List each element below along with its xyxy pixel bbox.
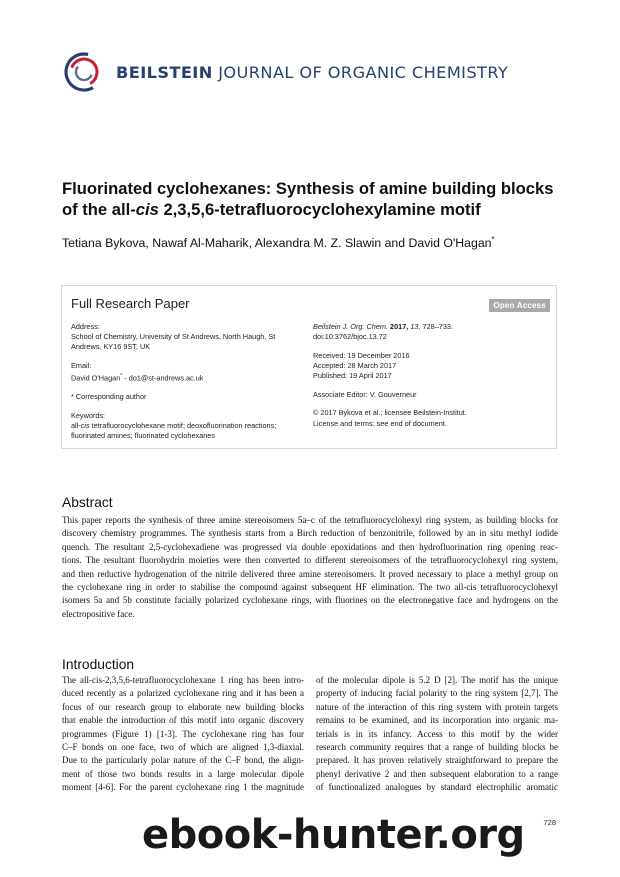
dates-block: Received: 19 December 2016 Accepted: 28 March 2017 Published: 19 April 2017 (313, 350, 410, 381)
open-access-badge: Open Access (489, 299, 550, 312)
abstract-line: electropositive face. (62, 608, 135, 619)
body-text-line: prepared. It has proven relatively straightforward to prepare the (316, 755, 558, 766)
article-type: Full Research Paper (71, 296, 190, 311)
page-number: 728 (543, 818, 556, 827)
body-text-line: The all-cis-2,3,5,6-tetrafluorocyclohexane 1 ring has been intro- (62, 675, 304, 685)
journal-name: BEILSTEIN JOURNAL OF ORGANIC CHEMISTRY (116, 63, 509, 82)
body-text-line: ment of those two bonds results in a large molecular dipole (62, 768, 304, 779)
body-text-line: nature of the interaction of this ring system with protein targets (316, 701, 558, 712)
body-text-line: C–F bonds on one face, two of which are aligned 1,3-diaxial. (62, 742, 304, 753)
body-text-line: that enable the introduction of this motif into organic discovery (62, 715, 304, 726)
license-block: © 2017 Bykova et al.; licensee Beilstein-Institut. License and terms: see end of document. (313, 408, 467, 428)
article-title (62, 178, 562, 220)
body-text-line: focus of our research group to elaborate new building blocks (62, 701, 304, 712)
body-text-line: remains to be examined, and its incorporation into organic ma- (316, 715, 558, 726)
article-info-box (61, 285, 557, 449)
abstract-line: isomers 5a and 5b constitute facially polarized cyclohexane rings, with fluorines on the electronegative face and hydrogens on the (62, 595, 558, 606)
abstract-heading: Abstract (62, 495, 113, 510)
journal-logo-icon (62, 50, 106, 94)
abstract-line: This paper reports the synthesis of three amine stereoisomers 5a–c of the tetrafluorocyclohexyl ring system, as building blocks for (62, 515, 558, 525)
title-line-2: of the all-cis 2,3,5,6-tetrafluorocyclohexylamine motif (62, 200, 481, 219)
body-text-line: moment [4-6]. For the parent cyclohexane ring 1 the magnitude (62, 782, 304, 793)
abstract-line: tions. The resultant fluorohydrin moieties were then converted to different stereoisomers of the tetrafluorocyclohexyl ring system, (62, 555, 558, 566)
introduction-heading: Introduction (62, 657, 135, 672)
citation-block: Beilstein J. Org. Chem. 2017, 13, 728–733. doi:10.3762/bjoc.13.72 (313, 322, 453, 342)
body-text-line: of functionalized analogues by standard electrophilic aromatic (316, 782, 558, 793)
body-text-line: programmes (Figure 1) [1-3]. The cyclohexane ring has four (62, 728, 304, 739)
abstract-body (62, 514, 558, 621)
corresponding-note: * Corresponding author (71, 392, 147, 402)
editor-block: Associate Editor: V. Gouverneur (313, 389, 417, 399)
introduction-left-column (62, 674, 304, 795)
journal-logo (62, 50, 509, 96)
author-list: Tetiana Bykova, Nawaf Al-Maharik, Alexandra M. Z. Slawin and David O'Hagan* (62, 235, 495, 251)
info-left-column (71, 322, 301, 450)
abstract-line: the cyclohexane ring in order to stabilise the compound against subsequent HF elimination. The two all-cis tetrafluorocyclohexyl (62, 582, 558, 593)
email-link[interactable]: - do1@st-andrews.ac.uk (122, 373, 204, 383)
body-text-line: property of inducing facial polarity to the ring system [2,7]. The (316, 688, 558, 699)
title-line-1: Fluorinated cyclohexanes: Synthesis of amine building blocks (62, 179, 554, 198)
info-right-column (313, 322, 553, 437)
body-text-line: research community requires that a range of building blocks be (316, 742, 558, 753)
abstract-line: discovery chemistry programmes. The synthesis starts from a Birch reduction of benzonitrile, followed by an in situ methyl iodide (62, 528, 558, 539)
email-block: Email: David O'Hagan* - do1@st-andrews.ac.uk (71, 361, 204, 383)
doi-link[interactable]: doi:10.3762/bjoc.13.72 (313, 332, 387, 342)
body-text-line: phenyl derivative 2 and then subsequent elaboration to a range (316, 768, 558, 779)
body-text-line: of the molecular dipole is 5.2 D [2]. The motif has the unique (316, 675, 558, 685)
abstract-line: quench. The resultant 2,5-cyclohexadiene was progressed via double epoxidations and then hydrofluorination ring opening reac- (62, 541, 558, 552)
abstract-line: and then reductive hydrogenation of the nitrile delivered three amine stereoisomers. It proved necessary to place a methyl group on (62, 568, 558, 579)
watermark: ebook-hunter.org (142, 812, 525, 858)
body-text-line: duced recently as a polarized cyclohexane ring and it has been a (62, 688, 304, 699)
introduction-right-column (316, 674, 558, 795)
body-text-line: terials is in its infancy. Access to this motif by the wider (316, 728, 558, 739)
body-text-line: Due to the particularly polar nature of the C–F bond, the align- (62, 755, 304, 766)
keywords-block: Keywords: all-cis tetrafluorocyclohexane motif; deoxofluorination reactions; fluorinated amines; fluorinated cyclohexanes (71, 410, 277, 441)
address-block: Address: School of Chemistry, University of St Andrews, North Haugh, St Andrews, KY16 9ST, UK (71, 322, 276, 352)
